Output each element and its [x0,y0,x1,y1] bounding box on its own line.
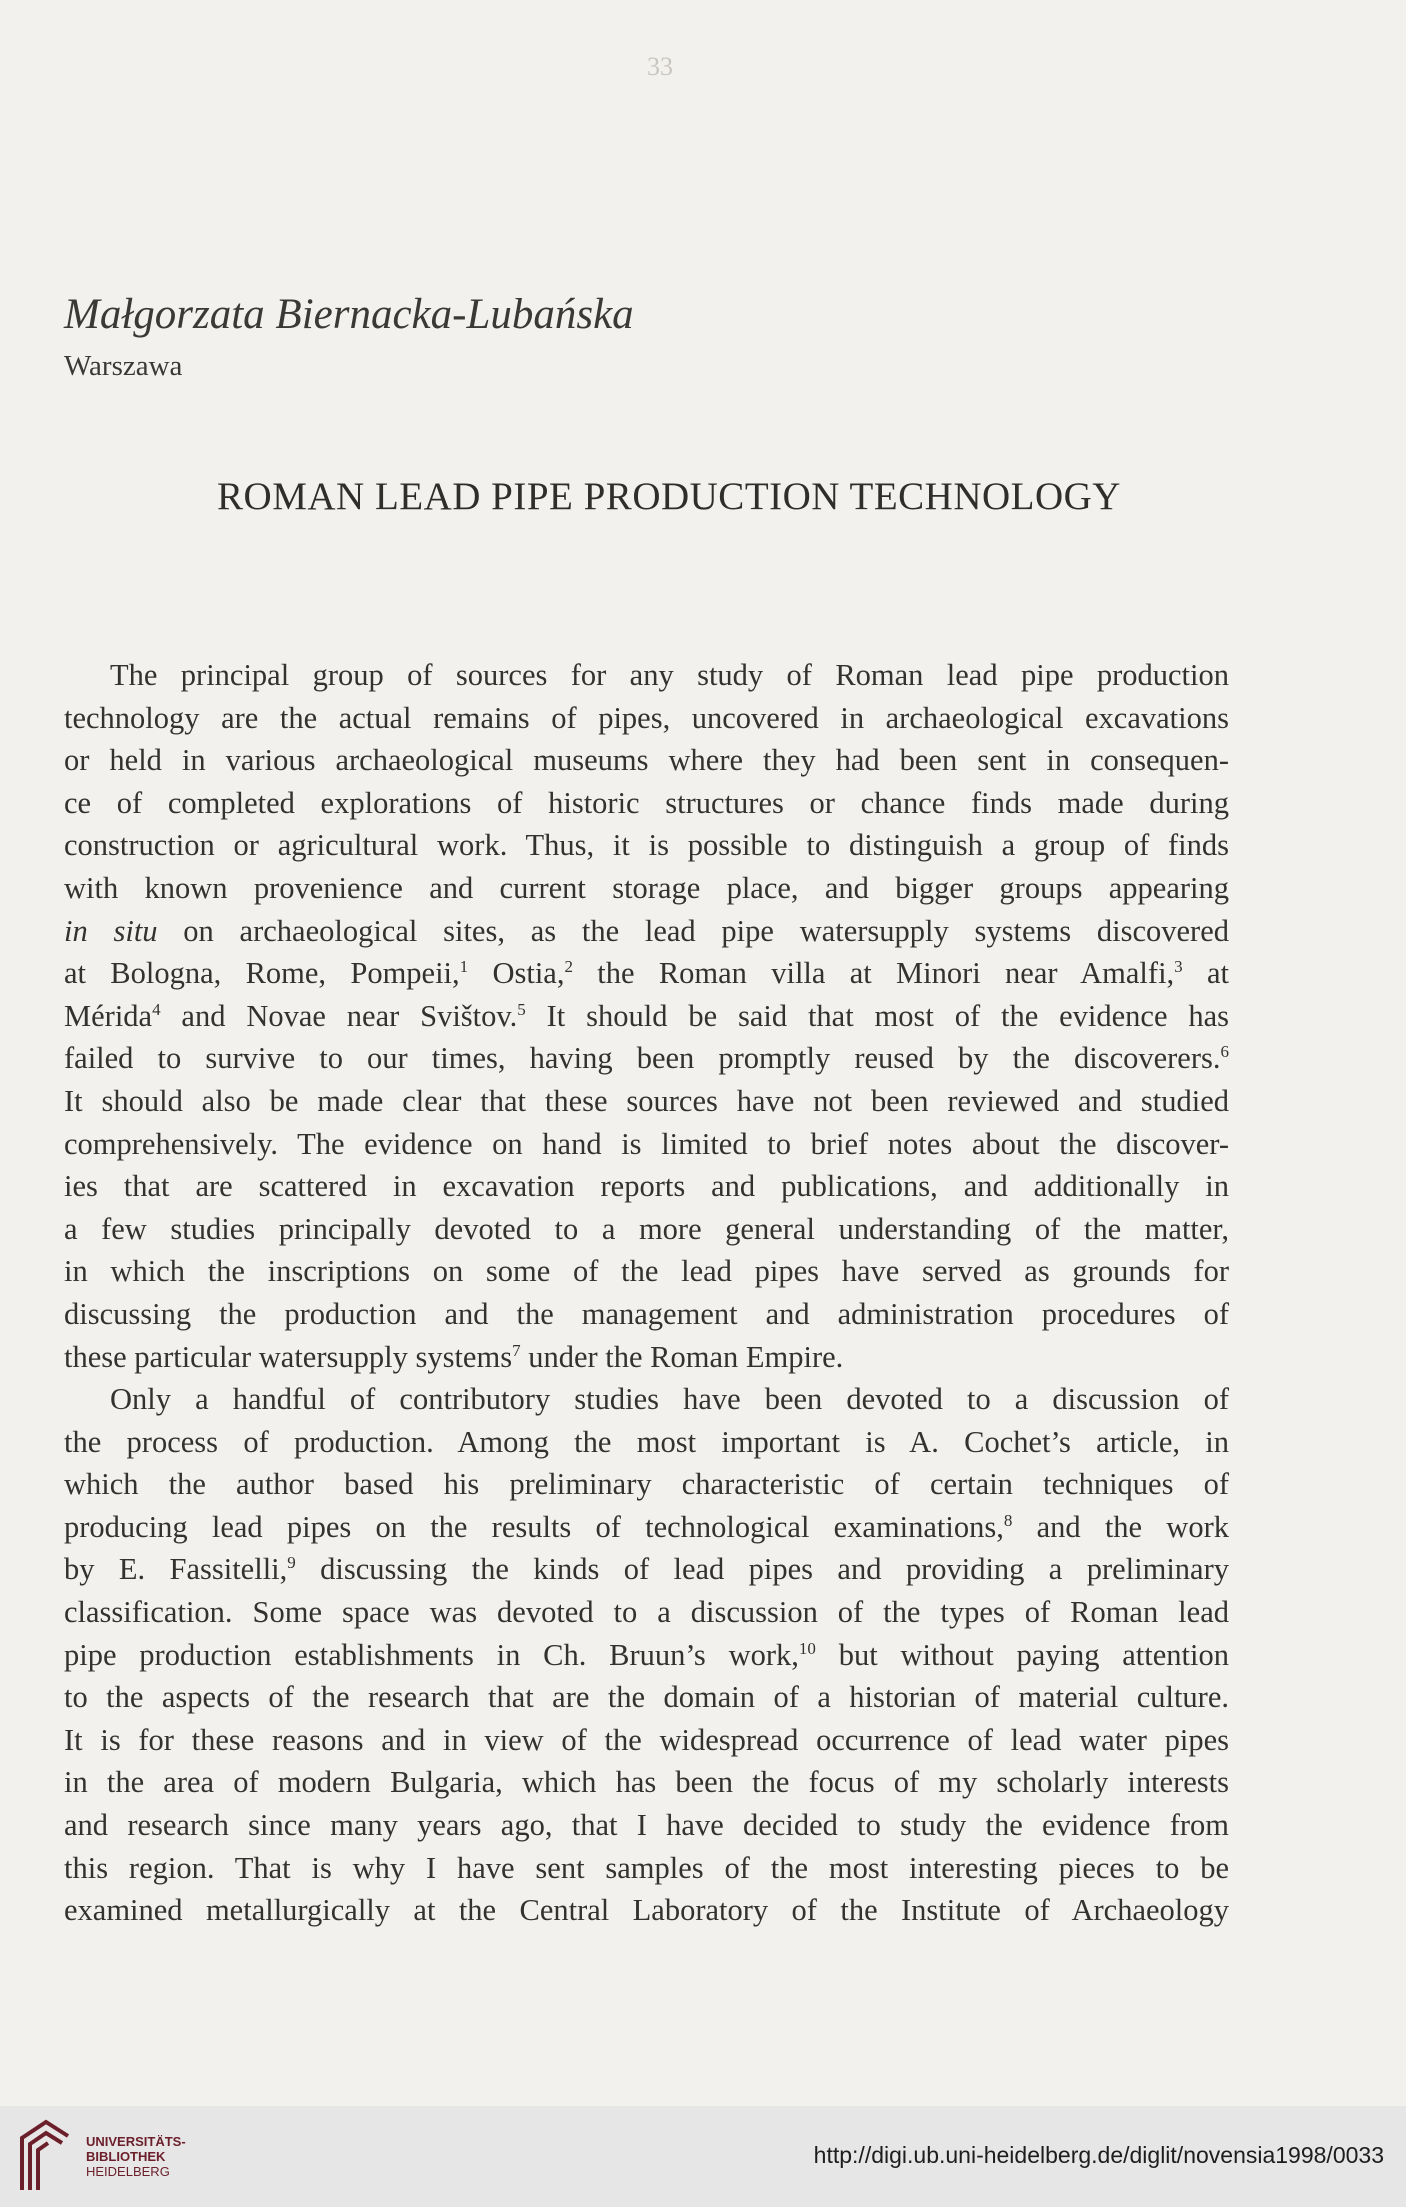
text-run: producing lead pipes on the results of technological examinations, [64,1509,1004,1544]
text-run: discussing the kinds of lead pipes and providing a preliminary [295,1552,1230,1587]
text-line [64,1548,1229,1591]
footnote-ref[interactable]: 9 [287,1553,296,1573]
text-run: by E. Fassitelli, [64,1552,288,1587]
text-line: The principal group of sources for any study of Roman lead pipe production [110,658,1229,692]
text-line: construction or agricultural work. Thus, it is possible to distinguish a group of finds [64,828,1229,863]
page-number: 33 [647,52,673,81]
text-run: Ostia, [468,956,565,991]
footnote-ref[interactable]: 1 [459,957,469,976]
text-line: a few studies principally devoted to a more general understanding of the matter, [64,1211,1229,1246]
source-url[interactable]: http://digi.ub.uni-heidelberg.de/diglit/novensia1998/0033 [813,2142,1384,2168]
paragraph-1 [64,654,1229,1378]
text-line: ce of completed explorations of historic structures or chance finds made during [64,785,1229,820]
text-line: the process of production. Among the most important is A. Cochet’s article, in [64,1424,1229,1459]
text-run: under the Roman Empire. [520,1339,844,1374]
article-title: ROMAN LEAD PIPE PRODUCTION TECHNOLOGY [217,475,1121,518]
text-run: Mérida [64,998,153,1033]
text-line: comprehensively. The evidence on hand is limited to brief notes about the discover- [64,1126,1229,1161]
library-name-line: UNIVERSITÄTS- [86,2134,186,2149]
text-line: discussing the production and the management and administration procedures of [64,1296,1229,1331]
text-line: in which the inscriptions on some of the lead pipes have served as grounds for [64,1254,1229,1289]
text-line: with known provenience and current storage place, and bigger groups appearing [64,870,1229,905]
text-line: in the area of modern Bulgaria, which has been the focus of my scholarly interests [64,1765,1229,1800]
author-name: Małgorzata Biernacka-Lubańska [64,291,634,338]
paragraph-2 [64,1378,1229,1932]
text-line [64,1336,1229,1379]
text-line: classification. Some space was devoted to a discussion of the types of Roman lead [64,1595,1229,1630]
footnote-ref[interactable]: 5 [517,999,526,1019]
library-name [86,2134,186,2179]
text-line: examined metallurgically at the Central Laboratory of the Institute of Archaeology [64,1893,1229,1928]
author-city: Warszawa [64,350,183,382]
text-run: the Roman villa at Minori near Amalfi, [572,956,1175,991]
text-line: this region. That is why I have sent samples of the most interesting pieces to be [64,1850,1229,1885]
text-run: and the work [1012,1509,1229,1544]
text-run: on archaeological sites, as the lead pipe watersupply systems discovered [157,913,1229,948]
text-line: It should also be made clear that these sources have not been reviewed and studied [64,1083,1229,1118]
library-footer [0,2106,1406,2207]
text-run: and Novae near Svištov. [160,998,518,1033]
text-line: technology are the actual remains of pipes, uncovered in archaeological excavations [64,700,1229,735]
footnote-ref[interactable]: 6 [1220,1042,1229,1062]
text-line: or held in various archaeological museums where they had been sent in consequen- [64,743,1229,778]
text-line [64,952,1229,995]
text-run: pipe production establishments in Ch. Bruun’s work, [64,1637,799,1672]
text-run: at [1182,956,1229,991]
text-line [64,1634,1229,1677]
text-run: but without paying attention [815,1637,1229,1672]
text-line [64,1506,1229,1549]
text-line [64,995,1229,1038]
text-run: failed to survive to our times, having been promptly reused by the discoverers. [64,1041,1221,1076]
text-line: ies that are scattered in excavation reports and publications, and additionally in [64,1169,1229,1204]
text-run: these particular watersupply systems [64,1339,513,1374]
footnote-ref[interactable]: 4 [152,999,161,1019]
library-name-line: HEIDELBERG [86,2164,170,2179]
italic-term: in situ [64,913,158,948]
text-line: Only a handful of contributory studies have been devoted to a discussion of [110,1382,1229,1417]
text-line: It is for these reasons and in view of the widespread occurrence of lead water pipes [64,1722,1229,1757]
footnote-ref[interactable]: 8 [1003,1510,1013,1530]
text-line [64,1037,1229,1080]
footnote-ref[interactable]: 10 [798,1638,816,1658]
library-name-line: BIBLIOTHEK [86,2149,166,2164]
text-line: to the aspects of the research that are the domain of a historian of material culture. [64,1680,1229,1715]
footnote-ref[interactable]: 3 [1174,957,1183,976]
library-logo-icon [16,2116,74,2196]
text-line [64,910,1229,953]
text-run: It should be said that most of the evidence has [525,998,1229,1033]
text-line: and research since many years ago, that I have decided to study the evidence from [64,1808,1229,1843]
footnote-ref[interactable]: 7 [512,1340,521,1360]
article-body [64,654,1229,1932]
text-run: at Bologna, Rome, Pompeii, [64,956,460,991]
text-line: which the author based his preliminary characteristic of certain techniques of [64,1467,1229,1502]
footnote-ref[interactable]: 2 [564,957,573,976]
